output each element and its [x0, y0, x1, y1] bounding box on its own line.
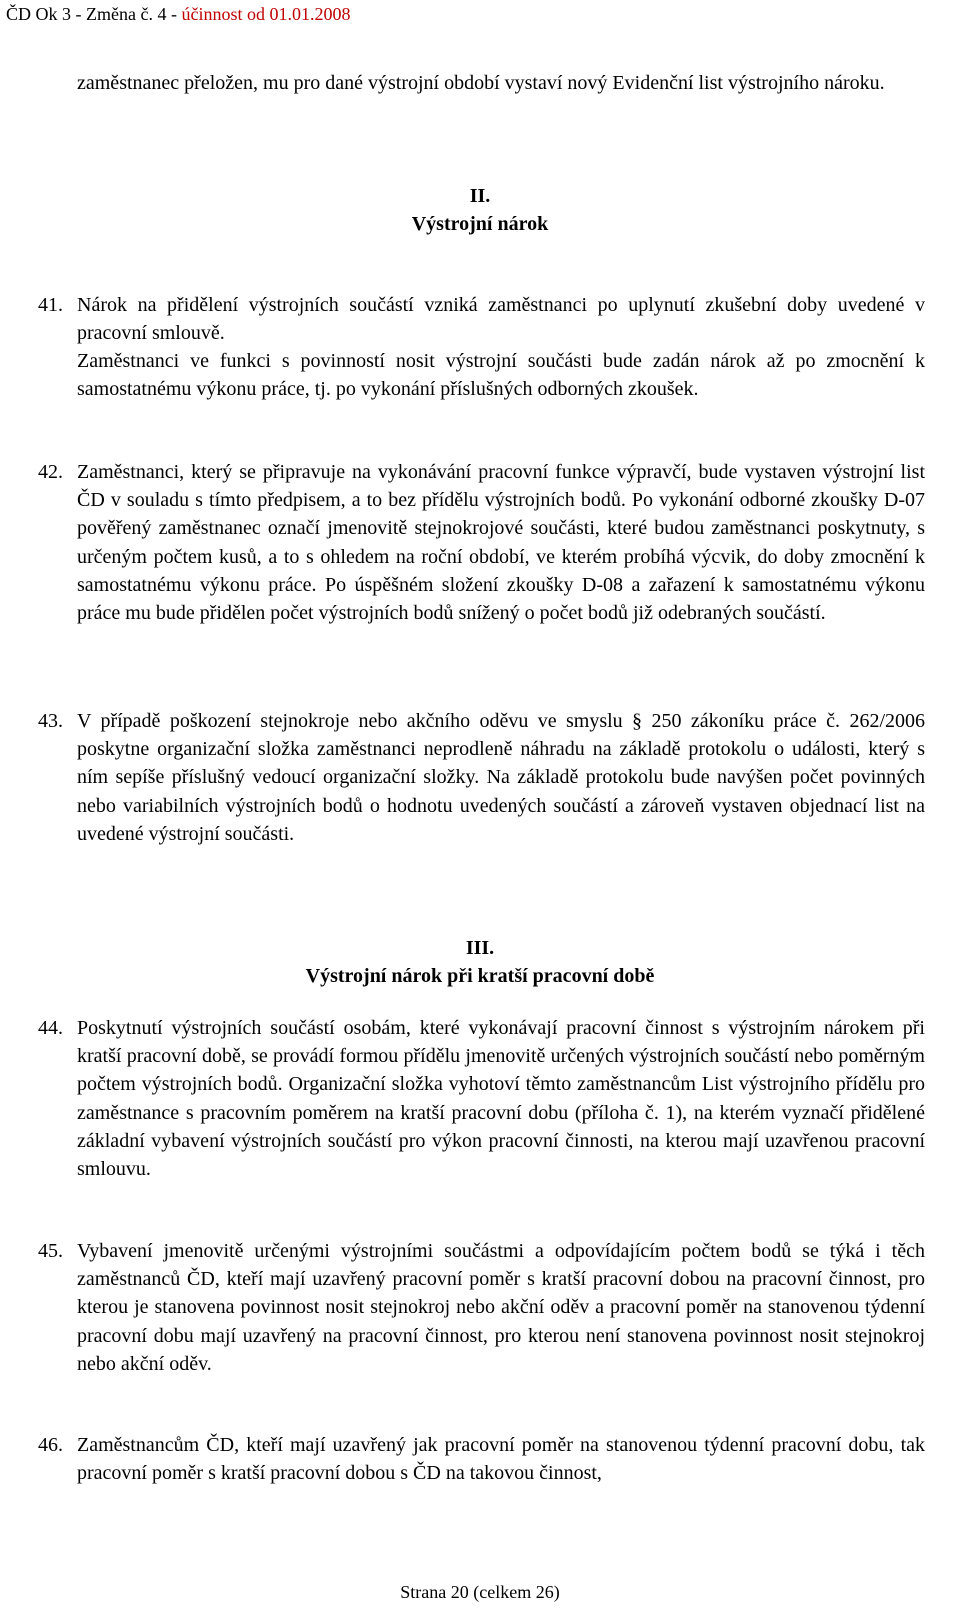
item-43-text: V případě poškození stejnokroje nebo akčního oděvu ve smyslu § 250 zákoníku práce č. 262/2006 poskytne organizační složka zaměstnanci neprodleně náhradu na základě protokolu o události, který s ním sepíše příslušný vedoucí organizační složky. Na základě protokolu bude navýšen počet povinných nebo variabilních výstrojních bodů o hodnotu uvedených součástí a zároveň vystaven objednací list na uvedené výstrojní součásti.	[77, 710, 925, 845]
header-prefix: ČD Ok 3 - Změna č. 4 -	[6, 4, 182, 24]
header-effective-date: účinnost od 01.01.2008	[181, 4, 351, 24]
item-42-number: 42.	[38, 461, 63, 483]
item-44-number: 44.	[38, 1017, 63, 1039]
section-3-title: Výstrojní nárok při kratší pracovní době	[305, 965, 655, 987]
intro-paragraph: zaměstnanec přeložen, mu pro dané výstrojní období vystaví nový Evidenční list výstrojního nároku.	[77, 72, 885, 94]
item-42-text: Zaměstnanci, který se připravuje na vykonávání pracovní funkce výpravčí, bude vystaven výstrojní list ČD v souladu s tímto předpisem, a to bez přídělu výstrojních bodů. Po vykonání odborné zkoušky D-07 pověřený zaměstnanec označí jmenovitě stejnokrojové součásti, které budou zaměstnanci poskytnuty, s určeným počtem kusů, a to s ohledem na roční období, ve kterém probíhá výcvik, do doby zmocnění k samostatnému výkonu práce. Po úspěšném složení zkoušky D-08 a zařazení k samostatnému výkonu práce mu bude přidělen počet výstrojních bodů snížený o počet bodů již odebraných součástí.	[77, 461, 925, 625]
page-number-footer: Strana 20 (celkem 26)	[400, 1582, 560, 1602]
section-2-number: II.	[469, 185, 491, 207]
item-45-number: 45.	[38, 1240, 63, 1262]
item-41-text-continued: Zaměstnanci ve funkci s povinností nosit výstrojní součásti bude zadán nárok až po zmocnění k samostatnému výkonu práce, tj. po vykonání příslušných odborných zkoušek.	[77, 350, 925, 401]
item-44-text: Poskytnutí výstrojních součástí osobám, které vykonávají pracovní činnost s výstrojním nárokem při kratší pracovní době, se provádí formou přídělu jmenovitě určených výstrojních součástí nebo poměrným počtem výstrojních bodů. Organizační složka vyhotoví těmto zaměstnancům List výstrojního přídělu pro zaměstnance s pracovním poměrem na kratší pracovní dobu (příloha č. 1), na kterém vyznačí přidělené základní vybavení výstrojních součástí pro výkon pracovní činnosti, na kterou mají uzavřenou pracovní smlouvu.	[77, 1017, 925, 1181]
document-header	[6, 2, 350, 26]
section-2-title: Výstrojní nárok	[411, 213, 549, 235]
item-41-number: 41.	[38, 294, 63, 316]
item-41-text: Nárok na přidělení výstrojních součástí vzniká zaměstnanci po uplynutí zkušební doby uvedené v pracovní smlouvě.	[77, 294, 925, 345]
item-46-text: Zaměstnancům ČD, kteří mají uzavřený jak pracovní poměr na stanovenou týdenní pracovní dobu, tak pracovní poměr s kratší pracovní dobou s ČD na takovou činnost,	[77, 1434, 925, 1485]
item-46-number: 46.	[38, 1434, 63, 1456]
section-3-number: III.	[465, 937, 495, 959]
item-43-number: 43.	[38, 710, 63, 732]
item-45-text: Vybavení jmenovitě určenými výstrojními součástmi a odpovídajícím počtem bodů se týká i těch zaměstnanců ČD, kteří mají uzavřený pracovní poměr s kratší pracovní dobou na pracovní činnost, pro kterou je stanovena povinnost nosit stejnokroj nebo akční oděv a pracovní poměr na stanovenou týdenní pracovní dobu mají uzavřený na pracovní činnost, pro kterou není stanovena povinnost nosit stejnokroj nebo akční oděv.	[77, 1240, 925, 1375]
